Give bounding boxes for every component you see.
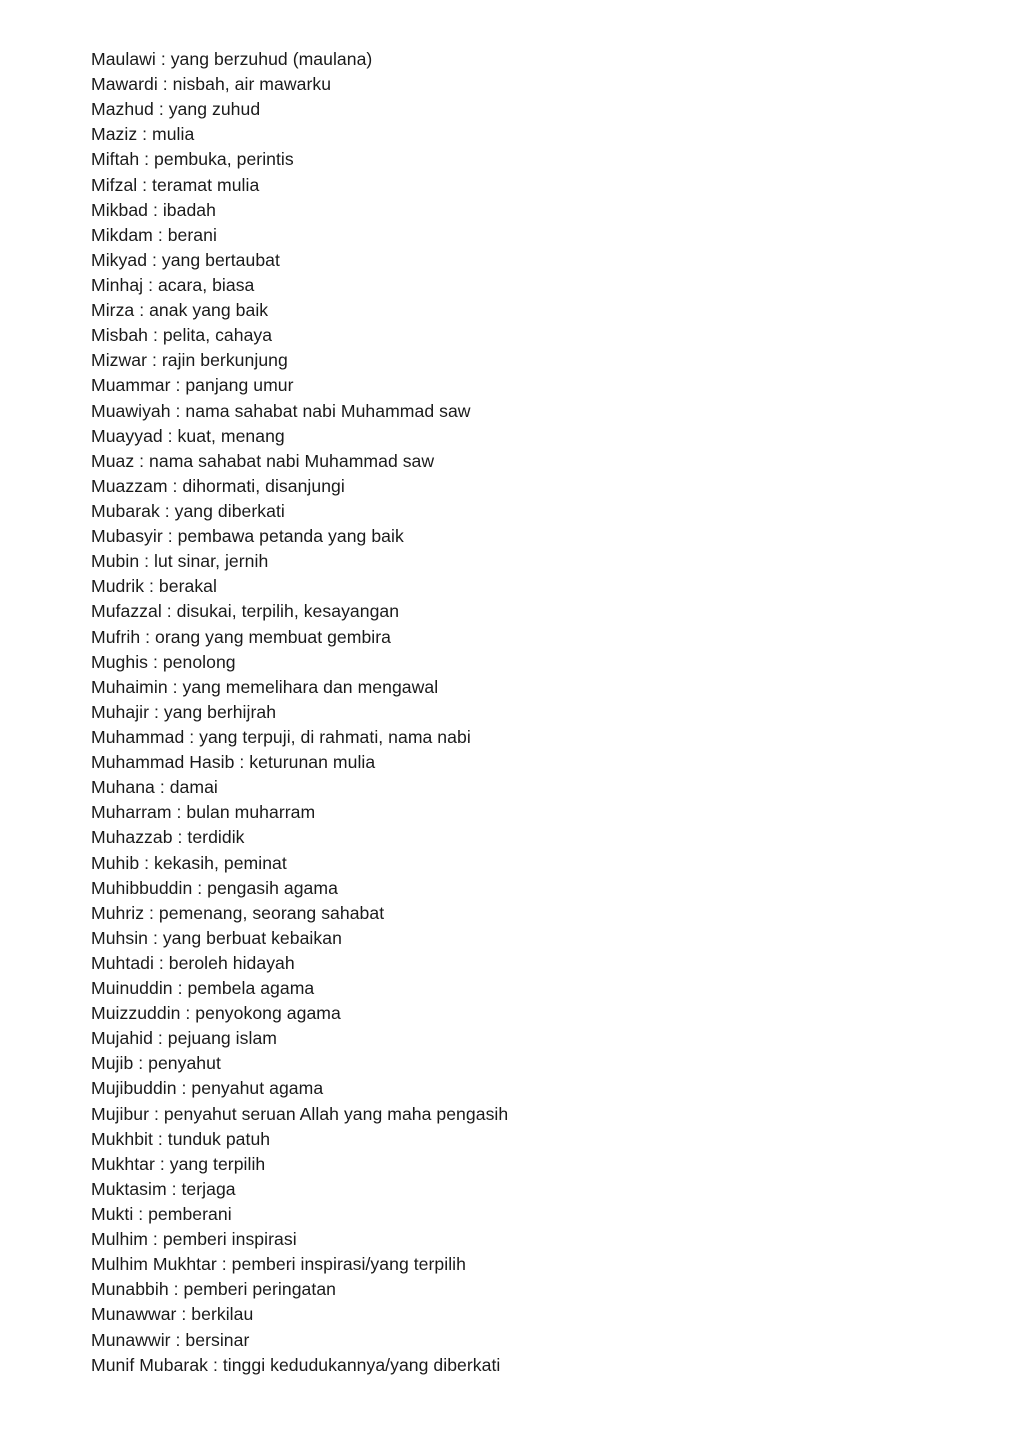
list-item: Muharram : bulan muharram [91,802,316,823]
list-item: Mazhud : yang zuhud [91,99,261,120]
list-item: Muhaimin : yang memelihara dan mengawal [91,676,439,697]
name-meaning-list [91,47,508,1378]
list-item: Mujib : penyahut [91,1053,221,1074]
list-item: Mubasyir : pembawa petanda yang baik [91,526,404,547]
list-item: Muayyad : kuat, menang [91,425,285,446]
list-item: Maziz : mulia [91,124,195,145]
list-item: Mufazzal : disukai, terpilih, kesayangan [91,601,400,622]
list-item: Mifzal : teramat mulia [91,174,260,195]
list-item: Maulawi : yang berzuhud (maulana) [91,49,373,69]
list-item: Munabbih : pemberi peringatan [91,1279,336,1300]
list-item: Mirza : anak yang baik [91,300,269,321]
list-item: Munawwir : bersinar [91,1329,250,1350]
list-item: Muhriz : pemenang, seorang sahabat [91,902,385,923]
list-item: Munawwar : berkilau [91,1304,254,1325]
list-item: Muaz : nama sahabat nabi Muhammad saw [91,450,435,471]
list-item: Mubarak : yang diberkati [91,500,285,521]
list-item: Mufrih : orang yang membuat gembira [91,626,392,647]
list-item: Mukhtar : yang terpilih [91,1153,266,1174]
list-item: Mujibuddin : penyahut agama [91,1078,324,1099]
list-item: Muazzam : dihormati, disanjungi [91,475,345,496]
list-item: Muawiyah : nama sahabat nabi Muhammad saw [91,400,471,421]
list-item: Muktasim : terjaga [91,1178,236,1199]
list-item: Muinuddin : pembela agama [91,978,315,999]
list-item: Muhib : kekasih, peminat [91,852,287,873]
list-item: Muhajir : yang berhijrah [91,701,277,722]
list-item: Mawardi : nisbah, air mawarku [91,74,332,95]
list-item: Mukti : pemberani [91,1204,232,1225]
list-item: Mudrik : berakal [91,576,217,597]
list-item: Mikbad : ibadah [91,199,216,220]
list-item: Muhammad Hasib : keturunan mulia [91,752,376,773]
list-item: Mujahid : pejuang islam [91,1028,277,1049]
list-item: Muhana : damai [91,777,218,798]
list-item: Misbah : pelita, cahaya [91,325,273,346]
list-item: Mujibur : penyahut seruan Allah yang maha pengasih [91,1103,509,1124]
list-item: Muhammad : yang terpuji, di rahmati, nama nabi [91,726,471,747]
list-item: Mulhim Mukhtar : pemberi inspirasi/yang terpilih [91,1254,466,1275]
list-item: Mikdam : berani [91,224,217,245]
list-item: Miftah : pembuka, perintis [91,149,294,170]
list-item: Muhazzab : terdidik [91,827,245,848]
list-item: Minhaj : acara, biasa [91,274,255,295]
list-item: Mukhbit : tunduk patuh [91,1128,271,1149]
list-item: Mikyad : yang bertaubat [91,249,280,270]
list-item: Muhsin : yang berbuat kebaikan [91,927,342,948]
list-item: Muammar : panjang umur [91,375,294,396]
list-item: Muhtadi : beroleh hidayah [91,952,295,973]
list-item: Mizwar : rajin berkunjung [91,350,288,371]
list-item: Muhibbuddin : pengasih agama [91,877,338,898]
list-item: Munif Mubarak : tinggi kedudukannya/yang diberkati [91,1354,501,1375]
list-item: Mulhim : pemberi inspirasi [91,1229,297,1250]
list-item: Mubin : lut sinar, jernih [91,551,269,572]
list-item: Mughis : penolong [91,651,236,672]
list-item: Muizzuddin : penyokong agama [91,1003,341,1024]
